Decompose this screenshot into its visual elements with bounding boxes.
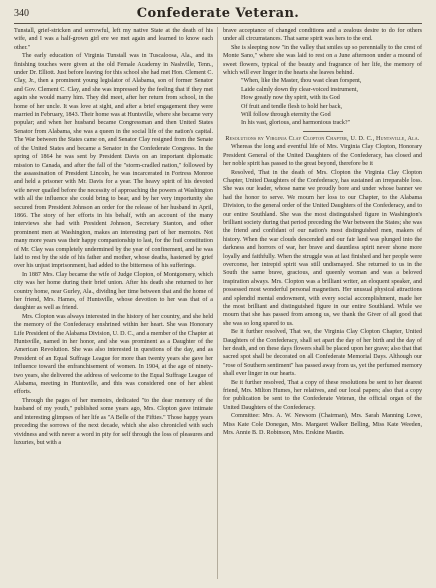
- masthead-title: Confederate Veteran.: [136, 6, 300, 21]
- committee-paragraph: Committee: Mrs. A. W. Newsom (Chairman), Mrs. Sarah Manning Lowe, Miss Kate Cole Donegan, Mrs. Margaret Walker Belling, Miss Kate Weeden, Mrs. Annie B. D. Robinson, Mrs. Erskine Mastin.: [223, 413, 422, 437]
- resolution-paragraph: Be it further resolved, That we, the Virginia Clay Clopton Chapter, United Daughters of the Confederacy, shall set apart the day of her birth and the day of her death, and on these days flowers shall be placed upon her grave; also that that sacred spot shall be decorated on all Confederate Memorial Days. Although our "rose of Southern sentiment" has passed away from us, yet the perfumed memory shall ever linger in our hearts.: [223, 329, 422, 378]
- left-paragraph: Through the pages of her memoirs, dedicated "to the dear memory of the husband of my youth," published some years ago, Mrs. Clopton gave intimate and interesting glimpses of her life as "A Belle of the Fifties." Those happy years preceding the sorrows of the next decade, which she also chronicled with such vividness and with never a word in pity for self through the loss of pleasures and luxuries, but with a: [14, 397, 213, 446]
- left-paragraph: Tunstall, grief-stricken and sorrowful, left my native State at the death of his wife, and I was a half-grown girl ere we met again and learned to know each other.": [14, 28, 213, 51]
- right-paragraph: She is sleeping now "in the valley that smiles up so perennially to the crest of Monte Sano," where she was laid to rest on a June afternoon under a mound of sweet flowers, typical of the beauty and fragrance of her life, the memory of which will ever linger in the hearts she leaves behind.: [223, 44, 422, 77]
- poem-line: How greatly now thy spirit, with its God: [241, 95, 340, 102]
- right-paragraph: brave acceptance of changed conditions and a zealous desire to do for others under all circumstances. That same spirit was hers to the end.: [223, 28, 422, 43]
- page-header: [14, 7, 422, 24]
- poem-line: Laide calmly down thy clear-voiced instrument,: [241, 86, 358, 93]
- poem-line: Of fruit and tendle flesh to hold her back,: [241, 103, 343, 110]
- left-paragraph: The early education of Virginia Tunstall was in Tuscaloosa, Ala., and its finishing touches were given at the old Female Academy in Nashville, Tenn., under Dr. Elliott. Just before leaving for this school she had met Hon. Clement C. Clay, Jr., then a prominent young legislator of Alabama, son of former Senator and Gov. Clement C. Clay, and she was impressed by the feeling that if they met again she would marry him. They did meet, after her return from school, in the home of her uncle. It was love at sight, and after a brief engagement they were married in February, 1843. Their home was at Huntsville, where she became very popular; and when her husband became Congressman and then United States Senator from Alabama, she was a queen in the social life of the nation's capital. The War between the States came on, and Senator Clay resigned from the Senate of the United States and became a Senator in the Confederate Congress. In the spring of 1864 he was sent by President Davis on an important diplomatic mission to Canada, and after the fall of the "storm-cradled nation," followed by the assassination of President Lincoln, he was incarcerated in Fortress Monroe and held a prisoner with Mr. Davis for a year. The heavy spirit of his devoted wife never quailed before the necessity of approaching the powers at Washington with all the influence she could bring to bear, and by her very importunity she secured from President Johnson an order for the release of her husband in April, 1866. The story of her efforts in his behalf, with an account of the many interviews she had with President Johnson, Secretary Stanton, and other prominent men at Washington, makes an interesting part of her memoirs. Not many more years was their happy companionship to last, for the frail constitution of Mr. Clay was completely undermined by the year of confinement, and he was laid to rest by the side of his father and mother, whose deaths, hastened by grief over his unjust imprisonment, had added to the bitterness of his sufferings.: [14, 53, 213, 270]
- left-paragraph: In 1887 Mrs. Clay became the wife of Judge Clopton, of Montgomery, which city was her home during their brief union. After his death she returned to her country home, near Gurley, Ala., dividing her time between that and the home of her friend, Mrs. Hames, of Huntsville, whose devotion to her was that of a daughter as well as friend.: [14, 271, 213, 312]
- resolution-paragraph: Whereas the long and eventful life of Mrs. Virginia Clay Clopton, Honorary President General of the United Daughters of the Confederacy, has closed and her noble spirit has passed to the great beyond, therefore be it: [223, 144, 422, 168]
- left-column: [14, 27, 213, 447]
- section-rule: [303, 131, 343, 132]
- poem-line: "When, like the Master, thou wast clean forspent,: [241, 78, 362, 85]
- resolution-paragraph: Be it further resolved, That a copy of these resolutions be sent to her dearest friend, Mrs. Milton Humes, her relatives, and our local papers; also that a copy for publication be sent to the Confederate Veteran, the official organ of the United Daughters of the Confederacy.: [223, 379, 422, 411]
- right-column: [223, 27, 422, 438]
- column-divider: [217, 27, 218, 579]
- left-paragraph: Mrs. Clopton was always interested in the history of her country, and she held the memory of the Confederacy enshrined within her heart. She was Honorary Life President of the Alabama Division, U. D. C., and a member of the Chapter at Huntsville, named in her honor, and she was prominent as a Daughter of the American Revolution. She was also interested in questions of the day, and as President of an Equal Suffrage League for more than twenty years she gave her influence toward the enfranchisement of women. In 1904, at the age of ninety-two years, she delivered the address of welcome to the Equal Suffrage League of Alabama, meeting in Huntsville, and this was considered one of her ablest efforts.: [14, 313, 214, 396]
- poem-line: In his vast, glorious, and harmonious track?": [241, 120, 351, 127]
- resolutions-heading: Resolutions by Virginia Clay Clopton Chapter, U. D. C., Huntsville, Ala.: [225, 135, 420, 142]
- poem-line: Will follow through eternity the God: [241, 112, 331, 119]
- page-number: 340: [14, 8, 29, 19]
- resolution-paragraph: Resolved, That in the death of Mrs. Clopton the Virginia Clay Clopton Chapter, United Daughters of the Confederacy, has sustained an irreparable loss. She was our leader, whose name we proudly bore and under whose banner we had the honor to serve. We mourn her loss to our Chapter, to the Alabama Division, to the general order of the United Daughters of the Confederacy, and to our entire Southland. She was the most distinguished figure in Washington's brilliant society during that period preceding the War between the States; she was the friend and confidant of our nation's most distinguished men, makers of history. When the war clouds descended and our fair land was plunged into the darkness and horrors of war, her brave and dauntless spirit never shone more loyally and faithfully. When the struggle was at last finished and her people were overcome, her intrepid spirit was still undismayed. She returned to us in the South the same brave, gracious, and queenly woman and was a beloved inspiration always. Mrs. Clopton was a brilliant writer, an eloquent speaker, and possessed most wonderful personal magnetism. Her unusual physical attractions and splendid mental endowment, with every social accomplishment, made her the most brilliant and distinguished figure in our entire Southland. While we mourn that she has passed from among us, we thank the Giver of all good that she was so long spared to us.: [223, 169, 422, 327]
- poem-block: [241, 77, 422, 127]
